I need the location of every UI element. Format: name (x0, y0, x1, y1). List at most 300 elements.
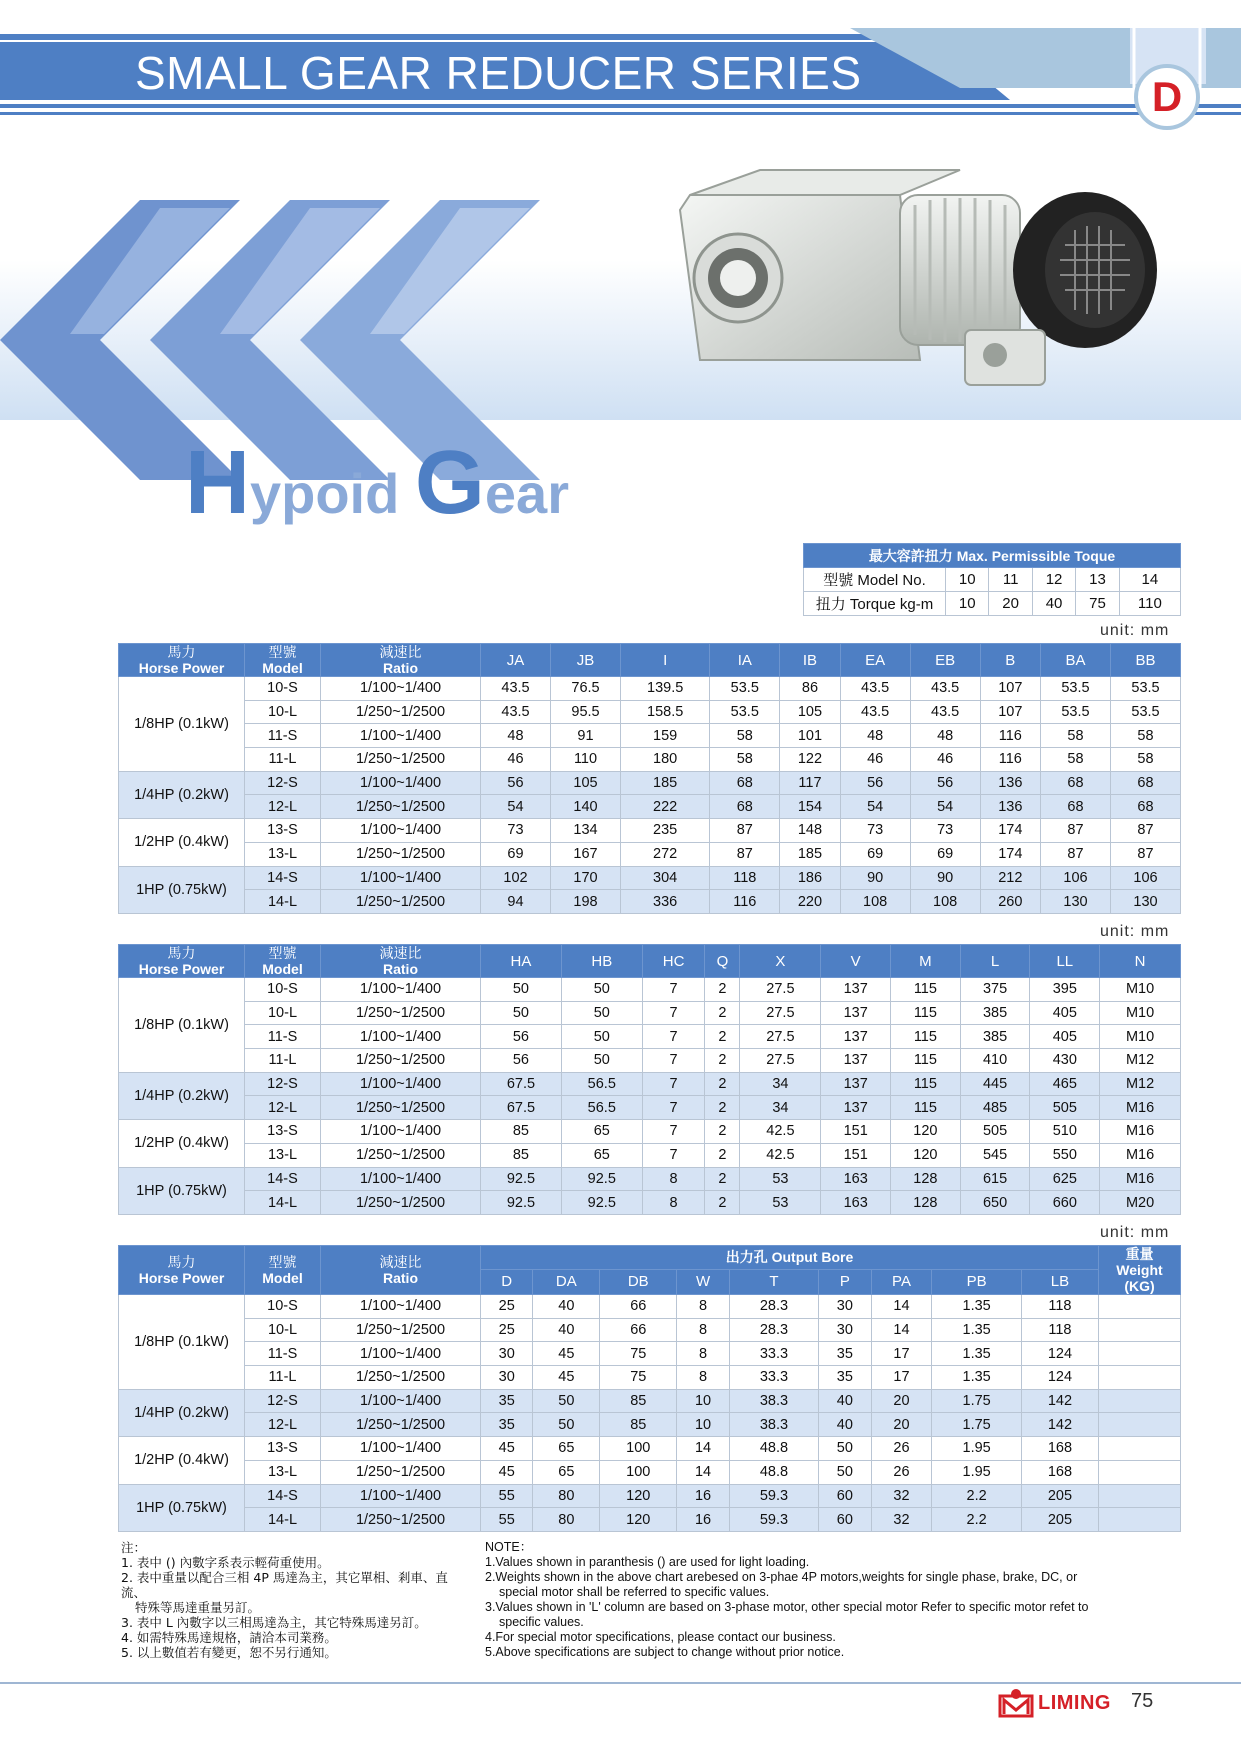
table-cell: 45 (481, 1460, 533, 1484)
table-cell: 505 (1030, 1096, 1100, 1120)
table-cell: 12-S (245, 1072, 321, 1096)
table-cell: 92.5 (481, 1191, 562, 1215)
column-header: L (960, 945, 1030, 978)
table-cell: 75 (600, 1366, 677, 1390)
table-cell: 10-L (245, 700, 321, 724)
table-cell: 186 (780, 866, 840, 890)
table-cell: 1/250~1/2500 (321, 1001, 481, 1025)
table-row (119, 842, 1181, 866)
table-cell: 14-L (245, 1508, 321, 1532)
table-cell: 137 (821, 1049, 891, 1073)
dimension-table-2 (118, 944, 1181, 1215)
table-cell: 465 (1030, 1072, 1100, 1096)
table-cell: 1/100~1/400 (321, 1484, 481, 1508)
table-cell: 50 (561, 978, 642, 1002)
table-row (119, 1096, 1181, 1120)
table-row (119, 1508, 1181, 1532)
table-cell: 1/250~1/2500 (321, 1508, 481, 1532)
table-row (119, 866, 1181, 890)
table-cell: 2 (705, 1025, 740, 1049)
table-cell: 28.3 (729, 1295, 818, 1319)
table-cell: 1/250~1/2500 (321, 842, 481, 866)
table-cell: 102 (481, 866, 551, 890)
table-cell: 136 (980, 771, 1040, 795)
table-cell: 115 (891, 1025, 961, 1049)
table-cell: 12-S (245, 1389, 321, 1413)
table-cell: 260 (980, 890, 1040, 914)
table-cell: 56 (910, 771, 980, 795)
table-cell: 10 (677, 1413, 729, 1437)
table-cell: 45 (481, 1437, 533, 1461)
table-cell: 20 (871, 1413, 932, 1437)
table-cell: 212 (980, 866, 1040, 890)
table-cell: 1/250~1/2500 (321, 1460, 481, 1484)
table-cell (1099, 1295, 1181, 1319)
note-line: 4. 如需特殊馬達規格，請洽本司業務。 (121, 1630, 337, 1645)
table-cell: 45 (533, 1342, 600, 1366)
table-cell: 50 (533, 1413, 600, 1437)
table-cell: 13-L (245, 1460, 321, 1484)
unit-label: unit: mm (1100, 923, 1170, 940)
table-cell: 27.5 (740, 1001, 821, 1025)
table-cell: 25 (481, 1295, 533, 1319)
horse-power-cell: 1/8HP (0.1kW) (119, 978, 245, 1073)
table-cell: 445 (960, 1072, 1030, 1096)
table-cell: 87 (1040, 842, 1110, 866)
table-cell: 11-L (245, 1049, 321, 1073)
torque-caption: 最大容許扭力 Max. Permissible Toque (804, 544, 1181, 568)
table-cell: 33.3 (729, 1342, 818, 1366)
table-row (119, 1001, 1181, 1025)
table-cell: 42.5 (740, 1120, 821, 1144)
table-cell: 34 (740, 1096, 821, 1120)
table-cell: M16 (1100, 1120, 1181, 1144)
table-cell: 134 (551, 819, 621, 843)
table-cell: 106 (1040, 866, 1110, 890)
table-cell: 80 (533, 1508, 600, 1532)
table-cell: 53 (740, 1191, 821, 1215)
column-header: LL (1030, 945, 1100, 978)
table-cell: 1/100~1/400 (321, 1025, 481, 1049)
torque-value-cell: 40 (1032, 592, 1075, 616)
column-header: Q (705, 945, 740, 978)
table-cell: 158.5 (621, 700, 710, 724)
table-cell: 174 (980, 842, 1040, 866)
table-cell: 180 (621, 748, 710, 772)
table-cell: 65 (533, 1437, 600, 1461)
table-cell: 53.5 (1110, 700, 1180, 724)
table-cell: 46 (840, 748, 910, 772)
table-cell: 26 (871, 1460, 932, 1484)
table-cell (1099, 1484, 1181, 1508)
table-cell: 40 (533, 1318, 600, 1342)
table-cell: 148 (780, 819, 840, 843)
table-cell: 7 (642, 1049, 705, 1073)
table-cell: 14-L (245, 1191, 321, 1215)
table-row (119, 1295, 1181, 1319)
table-cell: 505 (960, 1120, 1030, 1144)
table-cell: 13-S (245, 1120, 321, 1144)
table-cell: 1/100~1/400 (321, 771, 481, 795)
table-cell: 13-S (245, 1437, 321, 1461)
table-cell: 120 (600, 1484, 677, 1508)
table-cell: 115 (891, 1096, 961, 1120)
note-line: 1.Values shown in paranthesis () are used for light loading. (485, 1555, 810, 1569)
table-cell: 14-S (245, 866, 321, 890)
table-cell: 1/100~1/400 (321, 819, 481, 843)
table-cell: 1/100~1/400 (321, 1072, 481, 1096)
table-cell: 73 (910, 819, 980, 843)
note-line: 5. 以上數值若有變更，恕不另行通知。 (121, 1645, 337, 1660)
table-cell: 650 (960, 1191, 1030, 1215)
table-cell: 1.35 (932, 1318, 1021, 1342)
torque-value-cell: 110 (1119, 592, 1180, 616)
table-cell: 115 (891, 1001, 961, 1025)
table-cell: 1/250~1/2500 (321, 1096, 481, 1120)
table-cell (1099, 1318, 1181, 1342)
table-cell: 2 (705, 1001, 740, 1025)
torque-table (803, 543, 1181, 616)
table-cell: 13-L (245, 1143, 321, 1167)
table-cell (1099, 1366, 1181, 1390)
model-header: 型號 Model (245, 1246, 321, 1295)
table-cell: 118 (1021, 1318, 1098, 1342)
table-cell: 105 (780, 700, 840, 724)
column-header: IA (710, 644, 780, 677)
table-cell: 65 (561, 1120, 642, 1144)
table-cell: 154 (780, 795, 840, 819)
table-cell: 410 (960, 1049, 1030, 1073)
dimension-table-1 (118, 643, 1181, 914)
table-cell: 38.3 (729, 1413, 818, 1437)
table-cell: 68 (710, 795, 780, 819)
table-cell: 8 (677, 1295, 729, 1319)
table-cell: M10 (1100, 1001, 1181, 1025)
section-badge: D (1134, 64, 1200, 130)
table-cell: 48 (481, 724, 551, 748)
table-cell: 430 (1030, 1049, 1100, 1073)
table-cell: 30 (481, 1342, 533, 1366)
table-cell: 385 (960, 1025, 1030, 1049)
table-cell: 108 (840, 890, 910, 914)
torque-model-cell: 14 (1119, 568, 1180, 592)
column-header: D (481, 1269, 533, 1294)
table-cell: 50 (819, 1460, 871, 1484)
table-cell: 1/100~1/400 (321, 1389, 481, 1413)
table-row (119, 1437, 1181, 1461)
table-cell: 151 (821, 1120, 891, 1144)
table-cell: 137 (821, 1025, 891, 1049)
column-header: HA (481, 945, 562, 978)
hp-header: 馬力 Horse Power (119, 1246, 245, 1295)
table-cell: 27.5 (740, 1049, 821, 1073)
table-cell: 46 (910, 748, 980, 772)
table-cell: 85 (481, 1120, 562, 1144)
table-cell: M20 (1100, 1191, 1181, 1215)
table-cell: 385 (960, 1001, 1030, 1025)
table-cell: 50 (481, 978, 562, 1002)
table-cell: M10 (1100, 1025, 1181, 1049)
table-cell: 90 (910, 866, 980, 890)
table-cell: 485 (960, 1096, 1030, 1120)
table-cell: 8 (677, 1318, 729, 1342)
table-cell: 50 (561, 1001, 642, 1025)
table-cell: 1.35 (932, 1366, 1021, 1390)
table-cell: 2.2 (932, 1484, 1021, 1508)
table-cell: 1/100~1/400 (321, 1120, 481, 1144)
table-cell: 14-S (245, 1484, 321, 1508)
table-cell: 65 (561, 1143, 642, 1167)
torque-value-label: 扭力 Torque kg-m (804, 592, 946, 616)
table-cell: 8 (642, 1167, 705, 1191)
horse-power-cell: 1/4HP (0.2kW) (119, 771, 245, 818)
table-cell: 137 (821, 1096, 891, 1120)
table-cell: 35 (481, 1389, 533, 1413)
table-row (119, 1025, 1181, 1049)
table-cell: 105 (551, 771, 621, 795)
table-cell: 17 (871, 1342, 932, 1366)
table-cell: 115 (891, 978, 961, 1002)
table-cell: 10-L (245, 1318, 321, 1342)
ratio-header: 減速比 Ratio (321, 644, 481, 677)
table-cell: 56.5 (561, 1072, 642, 1096)
note-line: specific values. (499, 1615, 584, 1629)
column-header: JB (551, 644, 621, 677)
table-cell: 67.5 (481, 1072, 562, 1096)
table-cell: 85 (600, 1389, 677, 1413)
liming-logo-icon (998, 1688, 1034, 1718)
horse-power-cell: 1HP (0.75kW) (119, 866, 245, 913)
table-cell: 174 (980, 819, 1040, 843)
column-header: P (819, 1269, 871, 1294)
table-cell: 205 (1021, 1484, 1098, 1508)
table-cell: 1.95 (932, 1437, 1021, 1461)
table-row (119, 1049, 1181, 1073)
table-row (119, 1366, 1181, 1390)
table-cell: 1/100~1/400 (321, 1295, 481, 1319)
table-cell: 128 (891, 1191, 961, 1215)
column-header: PB (932, 1269, 1021, 1294)
table-cell: 69 (840, 842, 910, 866)
brand-logo (998, 1688, 1111, 1718)
table-cell: 1/250~1/2500 (321, 890, 481, 914)
table-cell: M16 (1100, 1143, 1181, 1167)
table-cell: 12-L (245, 795, 321, 819)
table-cell: 48.8 (729, 1437, 818, 1461)
brand-name: LIMING (1038, 1691, 1111, 1714)
table-cell: 115 (891, 1072, 961, 1096)
table-cell: 50 (561, 1025, 642, 1049)
table-cell: 170 (551, 866, 621, 890)
table-cell: 12-L (245, 1096, 321, 1120)
output-bore-table (118, 1245, 1181, 1532)
table-cell: 87 (1110, 819, 1180, 843)
table-cell: 405 (1030, 1025, 1100, 1049)
table-cell: 16 (677, 1508, 729, 1532)
table-cell: 168 (1021, 1460, 1098, 1484)
table-cell: 11-L (245, 1366, 321, 1390)
table-cell: 87 (710, 819, 780, 843)
table-cell: 35 (819, 1366, 871, 1390)
table-cell: 53 (740, 1167, 821, 1191)
table-cell: 48.8 (729, 1460, 818, 1484)
ratio-header: 減速比 Ratio (321, 945, 481, 978)
table-cell: 46 (481, 748, 551, 772)
table-cell: 1.95 (932, 1460, 1021, 1484)
torque-model-cell: 12 (1032, 568, 1075, 592)
table-cell: 2 (705, 1120, 740, 1144)
column-header: I (621, 644, 710, 677)
table-cell: 10-S (245, 978, 321, 1002)
table-cell (1099, 1460, 1181, 1484)
table-cell: 32 (871, 1484, 932, 1508)
table-cell: 58 (1110, 748, 1180, 772)
table-cell: 58 (710, 724, 780, 748)
table-cell: 50 (819, 1437, 871, 1461)
column-header: B (980, 644, 1040, 677)
note-line: 4.For special motor specifications, please contact our business. (485, 1630, 836, 1644)
table-cell: 92.5 (561, 1191, 642, 1215)
table-cell: 43.5 (910, 677, 980, 701)
hypoid-gear-wordmark: Hypoid Gear (185, 433, 569, 533)
table-cell: 137 (821, 978, 891, 1002)
table-cell: 116 (980, 748, 1040, 772)
note-line: special motor shall be referred to specific values. (499, 1585, 770, 1599)
table-cell: 304 (621, 866, 710, 890)
table-cell: 660 (1030, 1191, 1100, 1215)
table-cell: 222 (621, 795, 710, 819)
table-cell: 1/100~1/400 (321, 1167, 481, 1191)
table-cell: 66 (600, 1318, 677, 1342)
table-cell: 108 (910, 890, 980, 914)
model-header: 型號 Model (245, 945, 321, 978)
table-cell: 10-S (245, 1295, 321, 1319)
torque-model-label: 型號 Model No. (804, 568, 946, 592)
table-cell: 163 (821, 1167, 891, 1191)
table-cell (1099, 1437, 1181, 1461)
table-cell: 50 (533, 1389, 600, 1413)
table-cell: M16 (1100, 1167, 1181, 1191)
table-cell: 550 (1030, 1143, 1100, 1167)
table-row (119, 890, 1181, 914)
table-cell: 55 (481, 1508, 533, 1532)
table-cell: 137 (821, 1001, 891, 1025)
torque-value-cell: 10 (946, 592, 989, 616)
note-line: 2.Weights shown in the above chart arebesed on 3-phae 4P motors,weights for single phase, brake, DC, or (485, 1570, 1078, 1584)
table-cell: 91 (551, 724, 621, 748)
table-row (119, 819, 1181, 843)
table-cell: 2 (705, 1191, 740, 1215)
table-cell: 33.3 (729, 1366, 818, 1390)
table-cell: 55 (481, 1484, 533, 1508)
table-cell: 167 (551, 842, 621, 866)
table-cell: 67.5 (481, 1096, 562, 1120)
table-cell: 1/250~1/2500 (321, 1366, 481, 1390)
horse-power-cell: 1HP (0.75kW) (119, 1484, 245, 1531)
table-cell: 163 (821, 1191, 891, 1215)
table-cell: 43.5 (840, 677, 910, 701)
table-cell: 142 (1021, 1413, 1098, 1437)
table-cell: 53.5 (1040, 700, 1110, 724)
horse-power-cell: 1/2HP (0.4kW) (119, 1120, 245, 1167)
table-cell: 1/250~1/2500 (321, 1191, 481, 1215)
table-cell: 130 (1040, 890, 1110, 914)
table-cell: 120 (891, 1120, 961, 1144)
table-row (119, 677, 1181, 701)
table-cell: 25 (481, 1318, 533, 1342)
column-header: W (677, 1269, 729, 1294)
note-line: 1. 表中 () 內數字系表示輕荷重使用。 (121, 1555, 330, 1570)
table-cell: 87 (1110, 842, 1180, 866)
table-cell: 2 (705, 1143, 740, 1167)
table-cell: 40 (819, 1389, 871, 1413)
table-cell: 95.5 (551, 700, 621, 724)
table-cell: 130 (1110, 890, 1180, 914)
table-cell: 122 (780, 748, 840, 772)
table-row (119, 1342, 1181, 1366)
table-cell: 53.5 (1040, 677, 1110, 701)
table-cell: 68 (1110, 795, 1180, 819)
table-row (119, 1167, 1181, 1191)
output-bore-caption: 出力孔 Output Bore (481, 1246, 1099, 1270)
table-cell: 1/100~1/400 (321, 1342, 481, 1366)
column-header: T (729, 1269, 818, 1294)
table-cell: 1/100~1/400 (321, 866, 481, 890)
table-cell: 198 (551, 890, 621, 914)
table-cell: 7 (642, 1001, 705, 1025)
table-cell: 1/250~1/2500 (321, 795, 481, 819)
hp-header: 馬力 Horse Power (119, 945, 245, 978)
table-cell: 2 (705, 978, 740, 1002)
table-cell: 615 (960, 1167, 1030, 1191)
notes-title: 注： (121, 1540, 147, 1555)
table-cell: 92.5 (481, 1167, 562, 1191)
table-cell: 625 (1030, 1167, 1100, 1191)
table-cell: 90 (840, 866, 910, 890)
table-row (119, 748, 1181, 772)
column-header: HC (642, 945, 705, 978)
table-cell: 118 (710, 866, 780, 890)
table-cell: 48 (840, 724, 910, 748)
table-cell: M12 (1100, 1072, 1181, 1096)
column-header: M (891, 945, 961, 978)
table-cell: 48 (910, 724, 980, 748)
table-cell: M10 (1100, 978, 1181, 1002)
table-cell: 185 (621, 771, 710, 795)
table-cell: 14 (871, 1318, 932, 1342)
table-cell: 92.5 (561, 1167, 642, 1191)
table-row (119, 771, 1181, 795)
table-cell: 56 (481, 1025, 562, 1049)
table-cell: 28.3 (729, 1318, 818, 1342)
table-cell: 140 (551, 795, 621, 819)
column-header: PA (871, 1269, 932, 1294)
column-header: HB (561, 945, 642, 978)
notes-title: NOTE： (485, 1540, 533, 1554)
table-cell: 85 (481, 1143, 562, 1167)
table-cell: 11-S (245, 1342, 321, 1366)
table-cell (1099, 1342, 1181, 1366)
table-cell: 110 (551, 748, 621, 772)
table-cell: 1.75 (932, 1413, 1021, 1437)
table-cell: 1/100~1/400 (321, 1437, 481, 1461)
table-cell: 1/250~1/2500 (321, 700, 481, 724)
table-cell: 7 (642, 1072, 705, 1096)
footer-rule (0, 1682, 1241, 1684)
table-cell: 14 (677, 1437, 729, 1461)
table-cell: 54 (481, 795, 551, 819)
table-row (119, 1191, 1181, 1215)
